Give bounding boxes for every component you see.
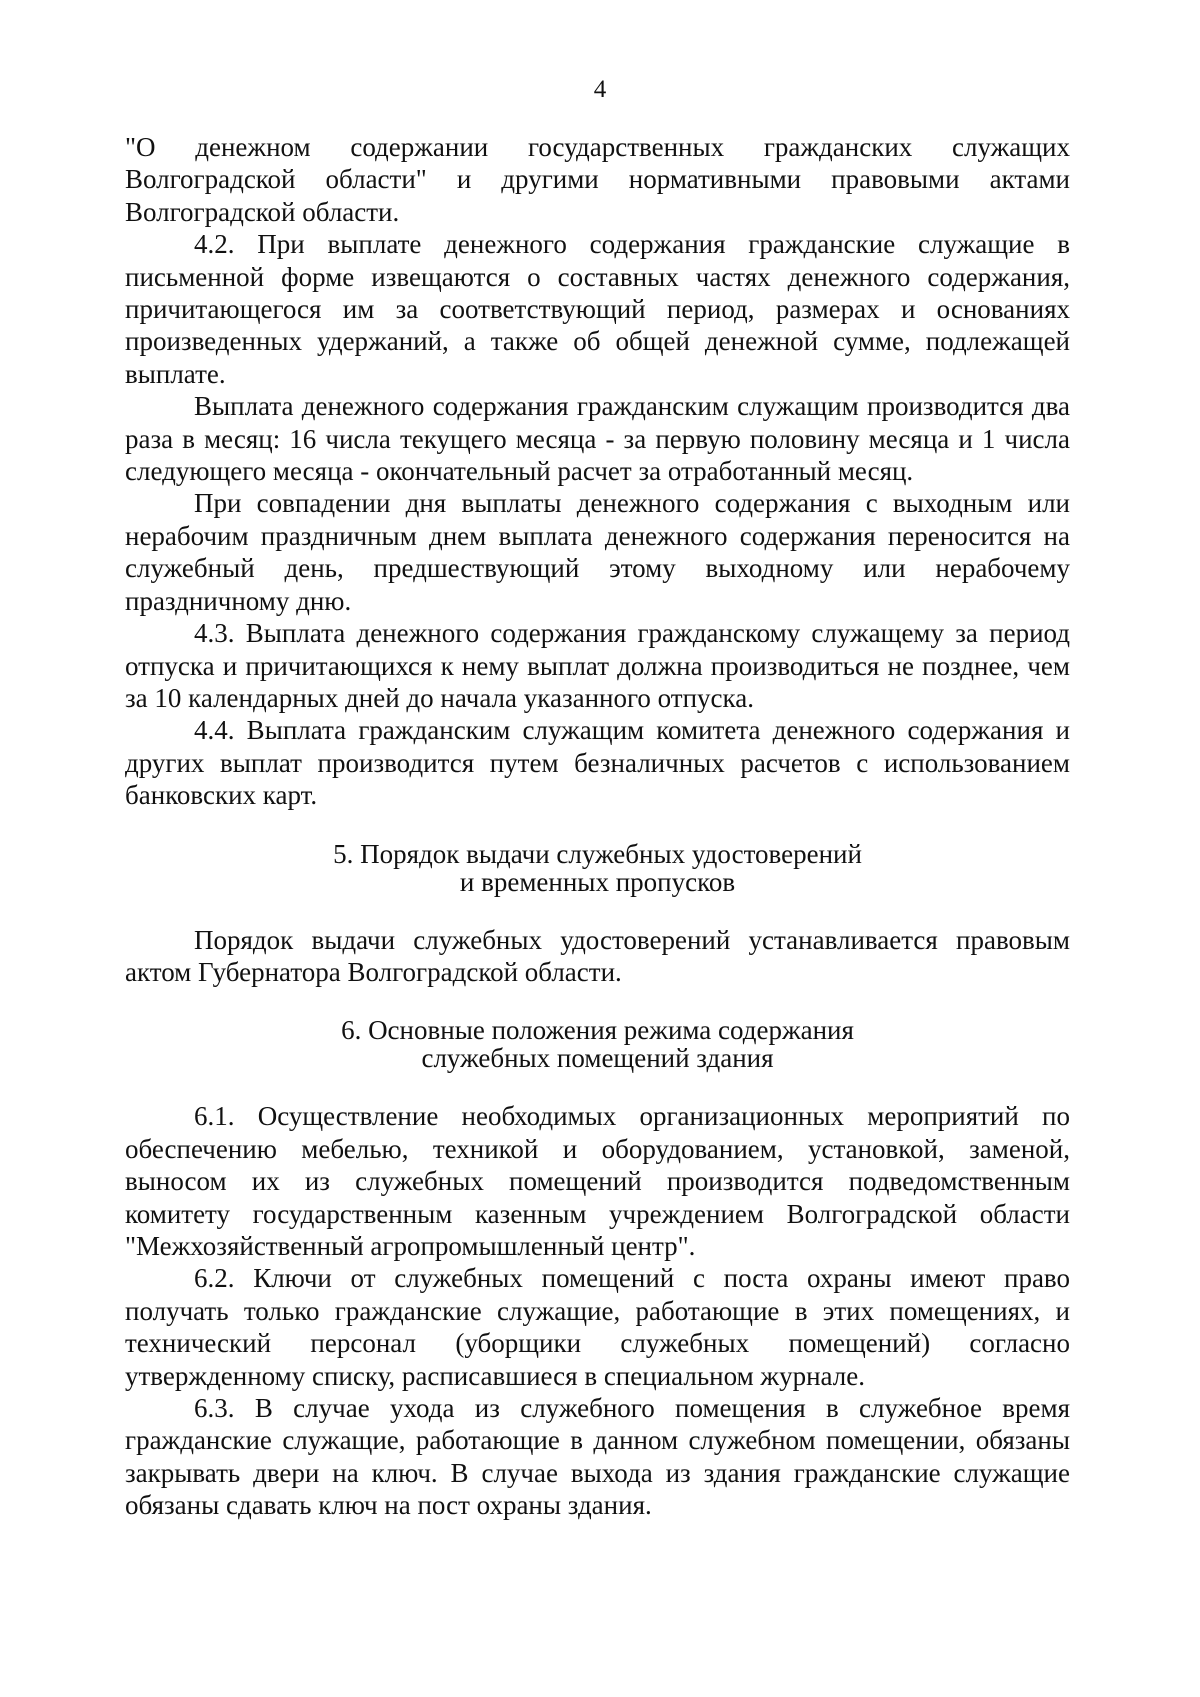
paragraph-4-3: 4.3. Выплата денежного содержания гражданскому служащему за период отпуска и причитающихся к нему выплат должна производиться не позднее, чем за 10 календарных дней до начала указанного отпуска.	[125, 618, 1070, 713]
paragraph-6-2: 6.2. Ключи от служебных помещений с поста охраны имеют право получать только гражданские служащие, работающие в этих помещениях, и технический персонал (уборщики служебных помещений) согласно утвержденному списку, расписавшиеся в специальном журнале.	[125, 1263, 1070, 1391]
section-6-heading	[125, 1016, 1070, 1072]
section-6-heading-line2: служебных помещений здания	[421, 1043, 774, 1074]
section-5-heading	[125, 840, 1070, 896]
section-6-heading-line1: 6. Основные положения режима содержания	[341, 1015, 854, 1046]
document-body	[125, 131, 1070, 1522]
paragraph-payment-schedule: Выплата денежного содержания гражданским служащим производится два раза в месяц: 16 числа текущего месяца - за первую половину месяца и 1 числа следующего месяца - окончательный расчет за отработанный месяц.	[125, 391, 1070, 487]
paragraph-6-3: 6.3. В случае ухода из служебного помещения в служебное время гражданские служащие, работающие в данном служебном помещении, обязаны закрывать двери на ключ. В случае выхода из здания гражданские служащие обязаны сдавать ключ на пост охраны здания.	[125, 1393, 1070, 1521]
section-5-heading-line1: 5. Порядок выдачи служебных удостоверений	[333, 838, 862, 869]
paragraph-4-4: 4.4. Выплата гражданским служащим комитета денежного содержания и других выплат производится путем безналичных расчетов с использованием банковских карт.	[125, 715, 1070, 811]
paragraph-6-1: 6.1. Осуществление необходимых организационных мероприятий по обеспечению мебелью, техникой и оборудованием, установкой, заменой, выносом их из служебных помещений производится подведомственным комитету государственным казенным учреждением Волгоградской области "Межхозяйственный агропромышленный центр".	[125, 1101, 1070, 1261]
paragraph-continuation: "О денежном содержании государственных гражданских служащих Волгоградской области" и другими нормативными правовыми актами Волгоградской области.	[125, 132, 1070, 227]
paragraph-holiday-payment: При совпадении дня выплаты денежного содержания с выходным или нерабочим праздничным днем выплата денежного содержания переносится на служебный день, предшествующий этому выходному или нерабочему праздничному дню.	[125, 488, 1070, 616]
page-number: 4	[593, 76, 607, 103]
paragraph-4-2: 4.2. При выплате денежного содержания гражданские служащие в письменной форме извещаются о составных частях денежного содержания, причитающегося им за соответствующий период, размерах и основаниях произведенных удержаний, а также об общей денежной сумме, подлежащей выплате.	[125, 229, 1070, 389]
paragraph-5-1: Порядок выдачи служебных удостоверений устанавливается правовым актом Губернатора Волгоградской области.	[125, 924, 1070, 987]
section-5-heading-line2: и временных пропусков	[459, 866, 736, 897]
